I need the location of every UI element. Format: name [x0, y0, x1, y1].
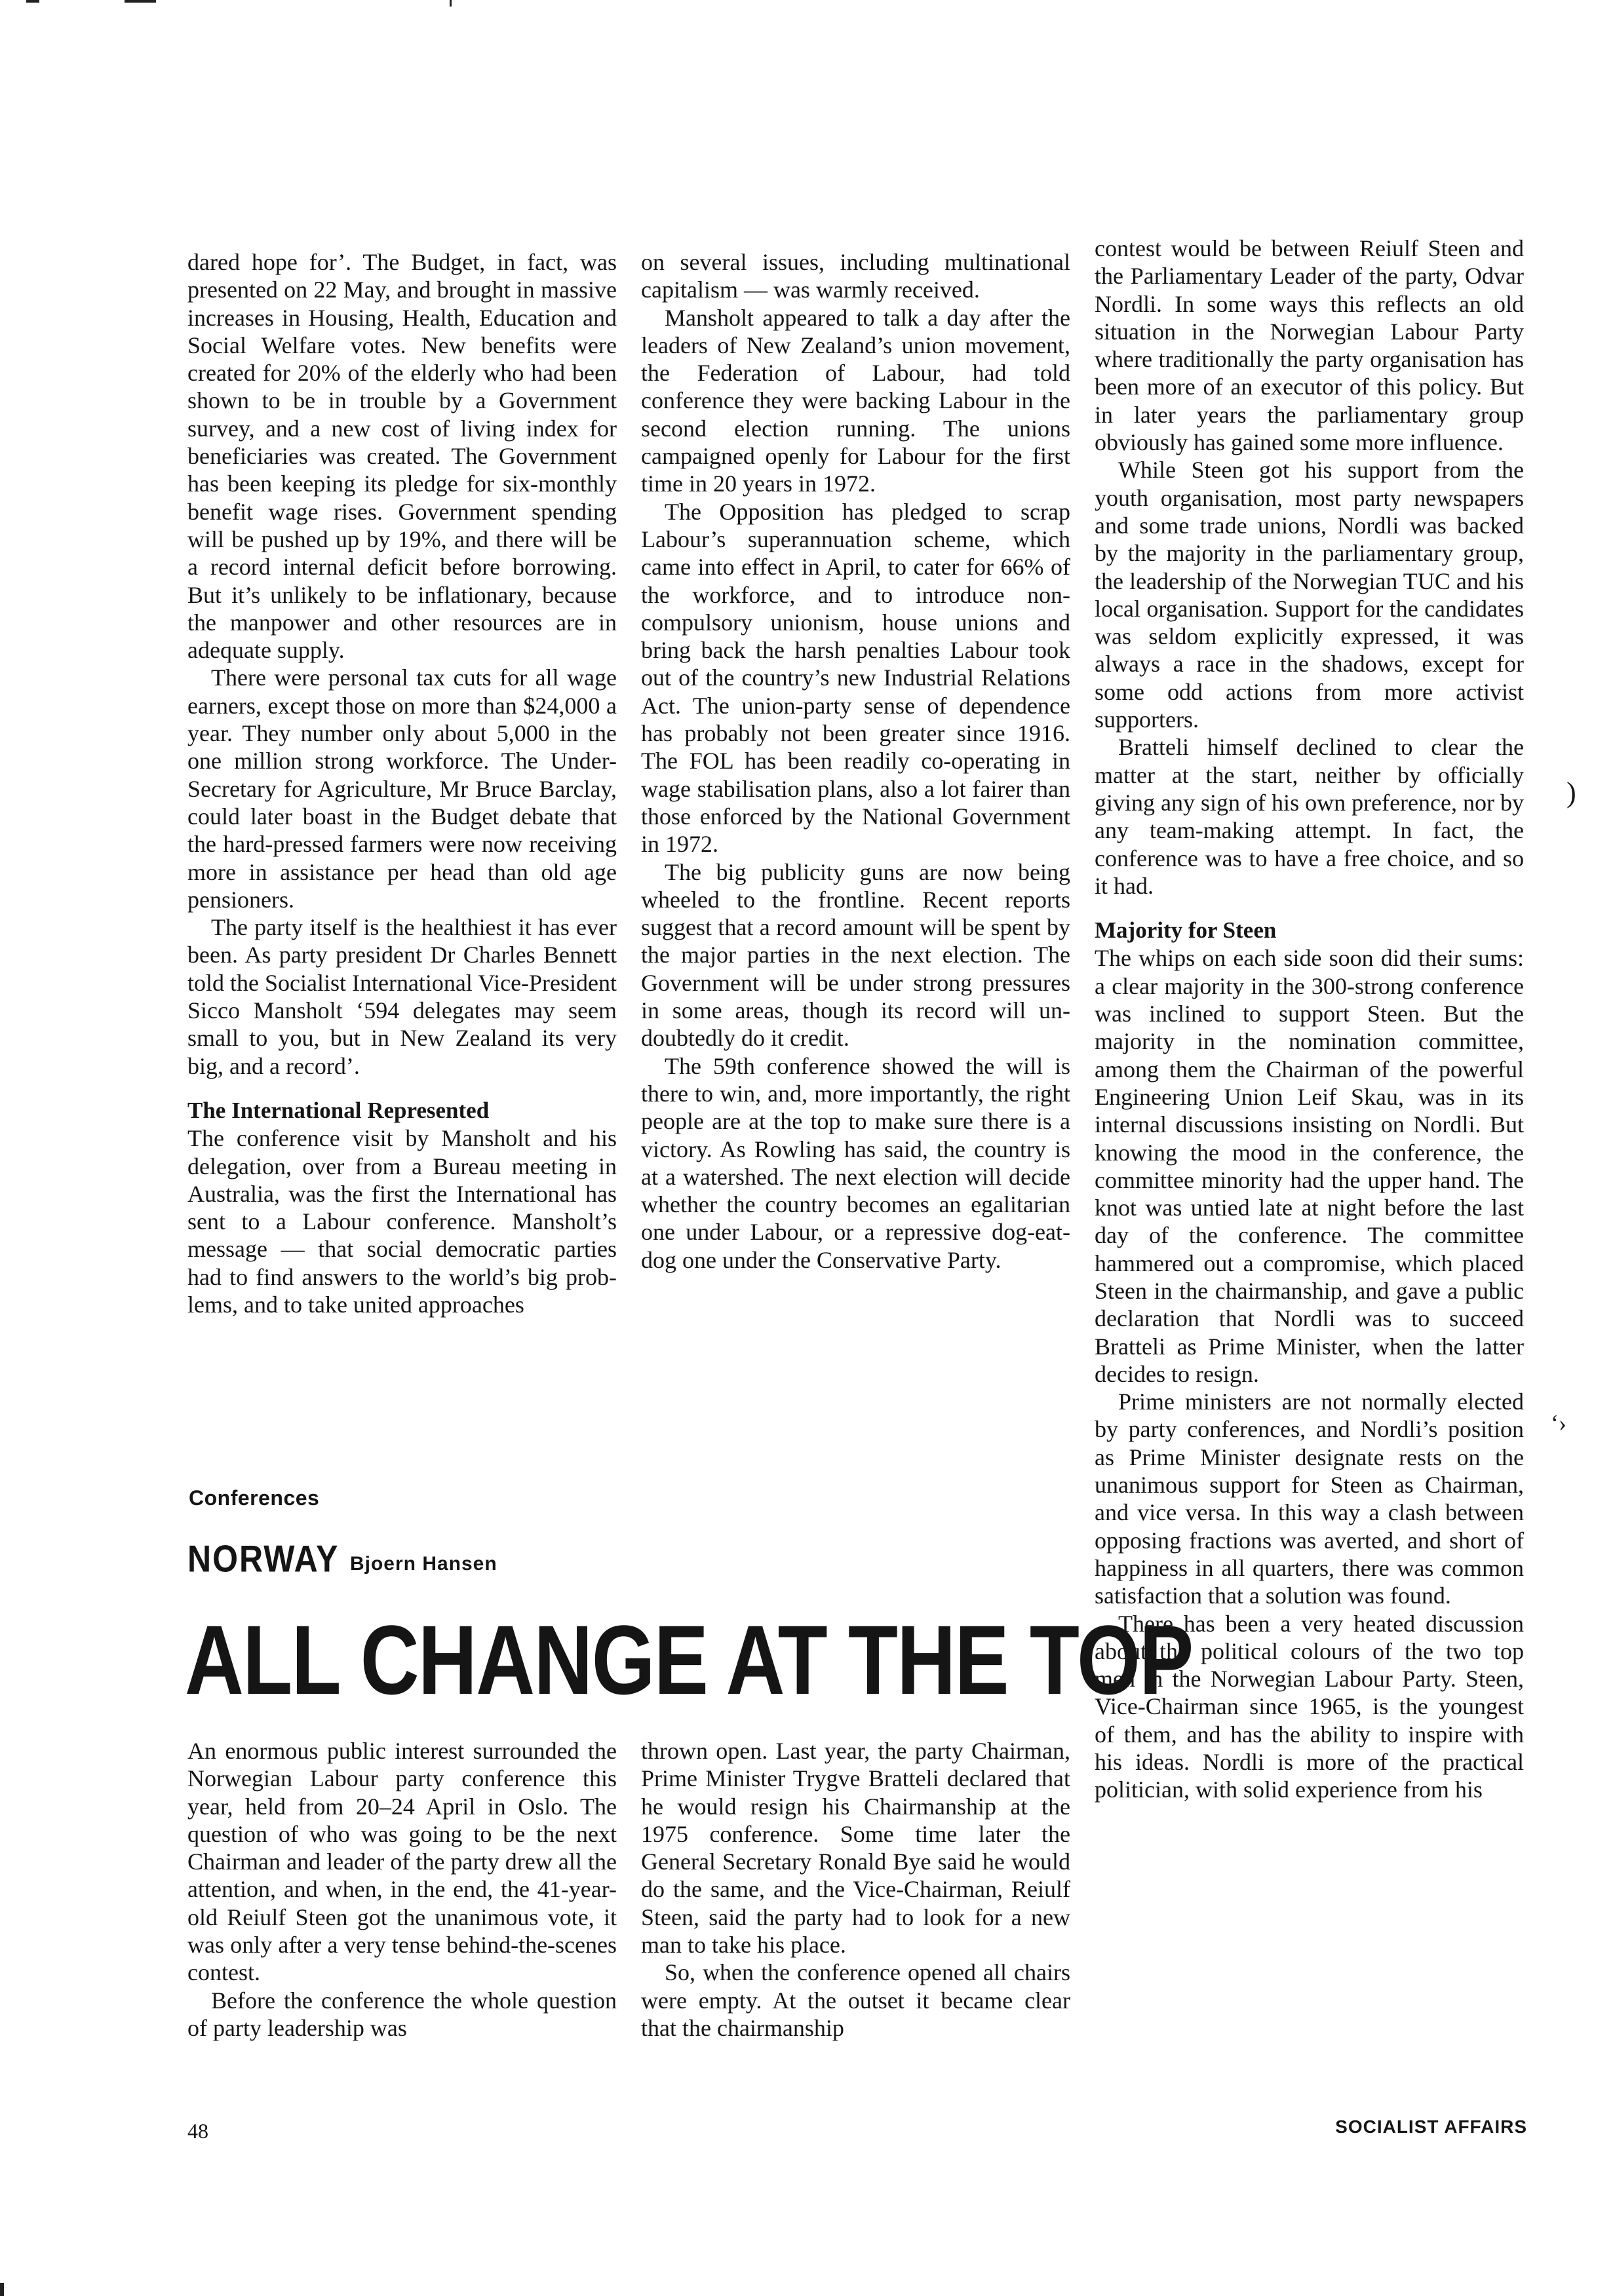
section-label: Conferences: [189, 1486, 320, 1510]
paragraph: dared hope for’. The Budget, in fact, was presented on 22 May, and brought in massive increases in Housing, Health, Education and Social Welfare votes. New benefits were created for 20% of the elderly who had been shown to be in trouble by a Government survey, and a new cost of living index for beneficiaries was created. The Government has been keeping its pledge for six-monthly benefit wage rises. Government spending will be pushed up by 19%, and there will be a record internal deficit before borrowing. But it’s unlikely to be inflationary, because the manpower and other resources are in adequate supply.: [187, 249, 617, 664]
paragraph: There were personal tax cuts for all wage earners, except those on more than $24,000 a year. They number only about 5,000 in the one million strong workforce. The Under-Secretary for Agriculture, Mr Bruce Barclay, could later boast in the Budget debate that the hard-pressed farmers were now receiving more in assistance per head than old age pensioners.: [187, 664, 617, 913]
scan-mark: [450, 0, 452, 7]
scan-mark: [0, 2283, 4, 2296]
paragraph: The conference visit by Mansholt and his delegation, over from a Bureau meeting in Australia, was the first the International has sent to a Labour conference. Mansholt’s message — that social democratic parties had to find answers to the world’s big problems, and to take united approaches: [187, 1125, 617, 1318]
column-5: [641, 1737, 1070, 2042]
section-heading: Majority for Steen: [1095, 917, 1277, 944]
column-1: [187, 248, 617, 1318]
paragraph: Mansholt appeared to talk a day after the leaders of New Zealand’s union movement, the Federation of Labour, had told conference they were backing Labour in the second election running. The unions campaigned openly for Labour for the first time in 20 years in 1972.: [641, 304, 1070, 497]
column-2: [641, 248, 1070, 1274]
article-kicker: [187, 1537, 497, 1580]
paragraph: An enormous public interest surrounded the Norwegian Labour party conference this year, held from 20–24 April in Oslo. The question of who was going to be the next Chairman and leader of the party drew all the attention, and when, in the end, the 41-year-old Reiulf Steen got the unanimous vote, it was only after a very tense behind-the-scenes contest.: [187, 1738, 617, 1986]
paragraph: Bratteli himself declined to clear the matter at the start, neither by officially giving any sign of his own preference, nor by any team-making attempt. In fact, the conference was to have a free choice, and so it had.: [1095, 734, 1524, 899]
paragraph: The big publicity guns are now being wheeled to the frontline. Recent reports suggest that a record amount will be spent by the major parties in the next election. The Government will be under strong pressures in some areas, though its record will undoubtedly do it credit.: [641, 858, 1070, 1052]
author-byline: Bjoern Hansen: [349, 1553, 497, 1575]
journal-name: SOCIALIST AFFAIRS: [1335, 2116, 1527, 2137]
paragraph: Prime ministers are not normally elected by party conferences, and Nordli’s position as Prime Minister designate rests on the unanimous support for Steen as Chairman, and vice versa. In this way a clash between opposing fractions was averted, and short of happiness in all quarters, there was common satisfaction that a solution was found.: [1095, 1388, 1524, 1609]
paragraph: Before the conference the whole question of party leadership was: [187, 1987, 617, 2041]
margin-tick-mark: ‘›: [1551, 1410, 1566, 1436]
paragraph: The 59th conference showed the will is there to win, and, more importantly, the right people are at the top to make sure there is a victory. As Rowling has said, the country is at a watershed. The next election will decide whether the country becomes an egalitarian one under Labour, or a repressive dog-eat-dog one under the Conservative Party.: [641, 1052, 1070, 1273]
paragraph: The Opposition has pledged to scrap Labour’s superannuation scheme, which came into effect in April, to cater for 66% of the workforce, and to introduce non-compulsory unionism, house unions and bring back the harsh penalties Labour took out of the country’s new Industrial Relations Act. The union-party sense of dependence has probably not been greater since 1916. The FOL has been readily co-operating in wage stabilisation plans, also a lot fairer than those enforced by the National Government in 1972.: [641, 498, 1070, 858]
paragraph: The whips on each side soon did their sums: a clear majority in the 300-strong conference was inclined to support Steen. But the majority in the nomination committee, among them the Chairman of the powerful Engineering Union Leif Skau, was in its internal discussions insisting on Nordli. But knowing the mood in the conference, the committee minority had the upper hand. The knot was untied late at night before the last day of the conference. The committee hammered out a compromise, which placed Steen in the chairmanship, and gave a public declaration that Nordli was to succeed Bratteli as Prime Minister, when the latter decides to resign.: [1095, 945, 1524, 1387]
scan-mark: [125, 0, 156, 3]
paragraph: contest would be between Reiulf Steen and the Parliamentary Leader of the party, Odvar Nordli. In some ways this reflects an old situation in the Norwegian Labour Party where traditionally the party organisation has been more of an executor of this policy. But in later years the parliamentary group obviously has gained some more influence.: [1095, 235, 1524, 456]
paragraph: thrown open. Last year, the party Chairman, Prime Minister Trygve Bratteli declared that he would resign his Chairmanship at the 1975 conference. Some time later the General Secretary Ronald Bye said he would do the same, and the Vice-Chairman, Reiulf Steen, said the party had to look for a new man to take his place.: [641, 1738, 1070, 1959]
column-3: [1095, 235, 1524, 1804]
scan-mark: [26, 0, 39, 3]
page-number: 48: [187, 2119, 208, 2143]
paragraph: The party itself is the healthiest it has ever been. As party president Dr Charles Bennett told the Socialist International Vice-President Sicco Mansholt ‘594 delegates may seem small to you, but in New Zealand its very big, and a record’.: [187, 914, 617, 1079]
paragraph: While Steen got his support from the youth organisation, most party newspapers and some trade unions, Nordli was backed by the majority in the parliamentary group, the leadership of the Norwegian TUC and his local organisation. Support for the candidates was seldom explicitly expressed, it was always a race in the shadows, except for some odd actions from more activist supporters.: [1095, 457, 1524, 733]
paragraph: So, when the conference opened all chairs were empty. At the outset it became clear that the chairmanship: [641, 1959, 1070, 2041]
article-headline: ALL CHANGE AT THE TOP: [185, 1605, 1193, 1715]
section-heading: The International Represented: [187, 1097, 490, 1123]
margin-bracket-mark: ): [1566, 776, 1576, 809]
column-4: [187, 1737, 617, 2042]
country-label: NORWAY: [187, 1537, 340, 1580]
paragraph: There has been a very heated discussion about the political colours of the two top men in the Norwegian Labour Party. Steen, Vice-Chairman since 1965, is the youngest of them, and has the ability to inspire with his ideas. Nordli is more of the practical politician, with solid experience from his: [1095, 1610, 1524, 1803]
paragraph: on several issues, including multinational capitalism — was warmly received.: [641, 249, 1070, 303]
